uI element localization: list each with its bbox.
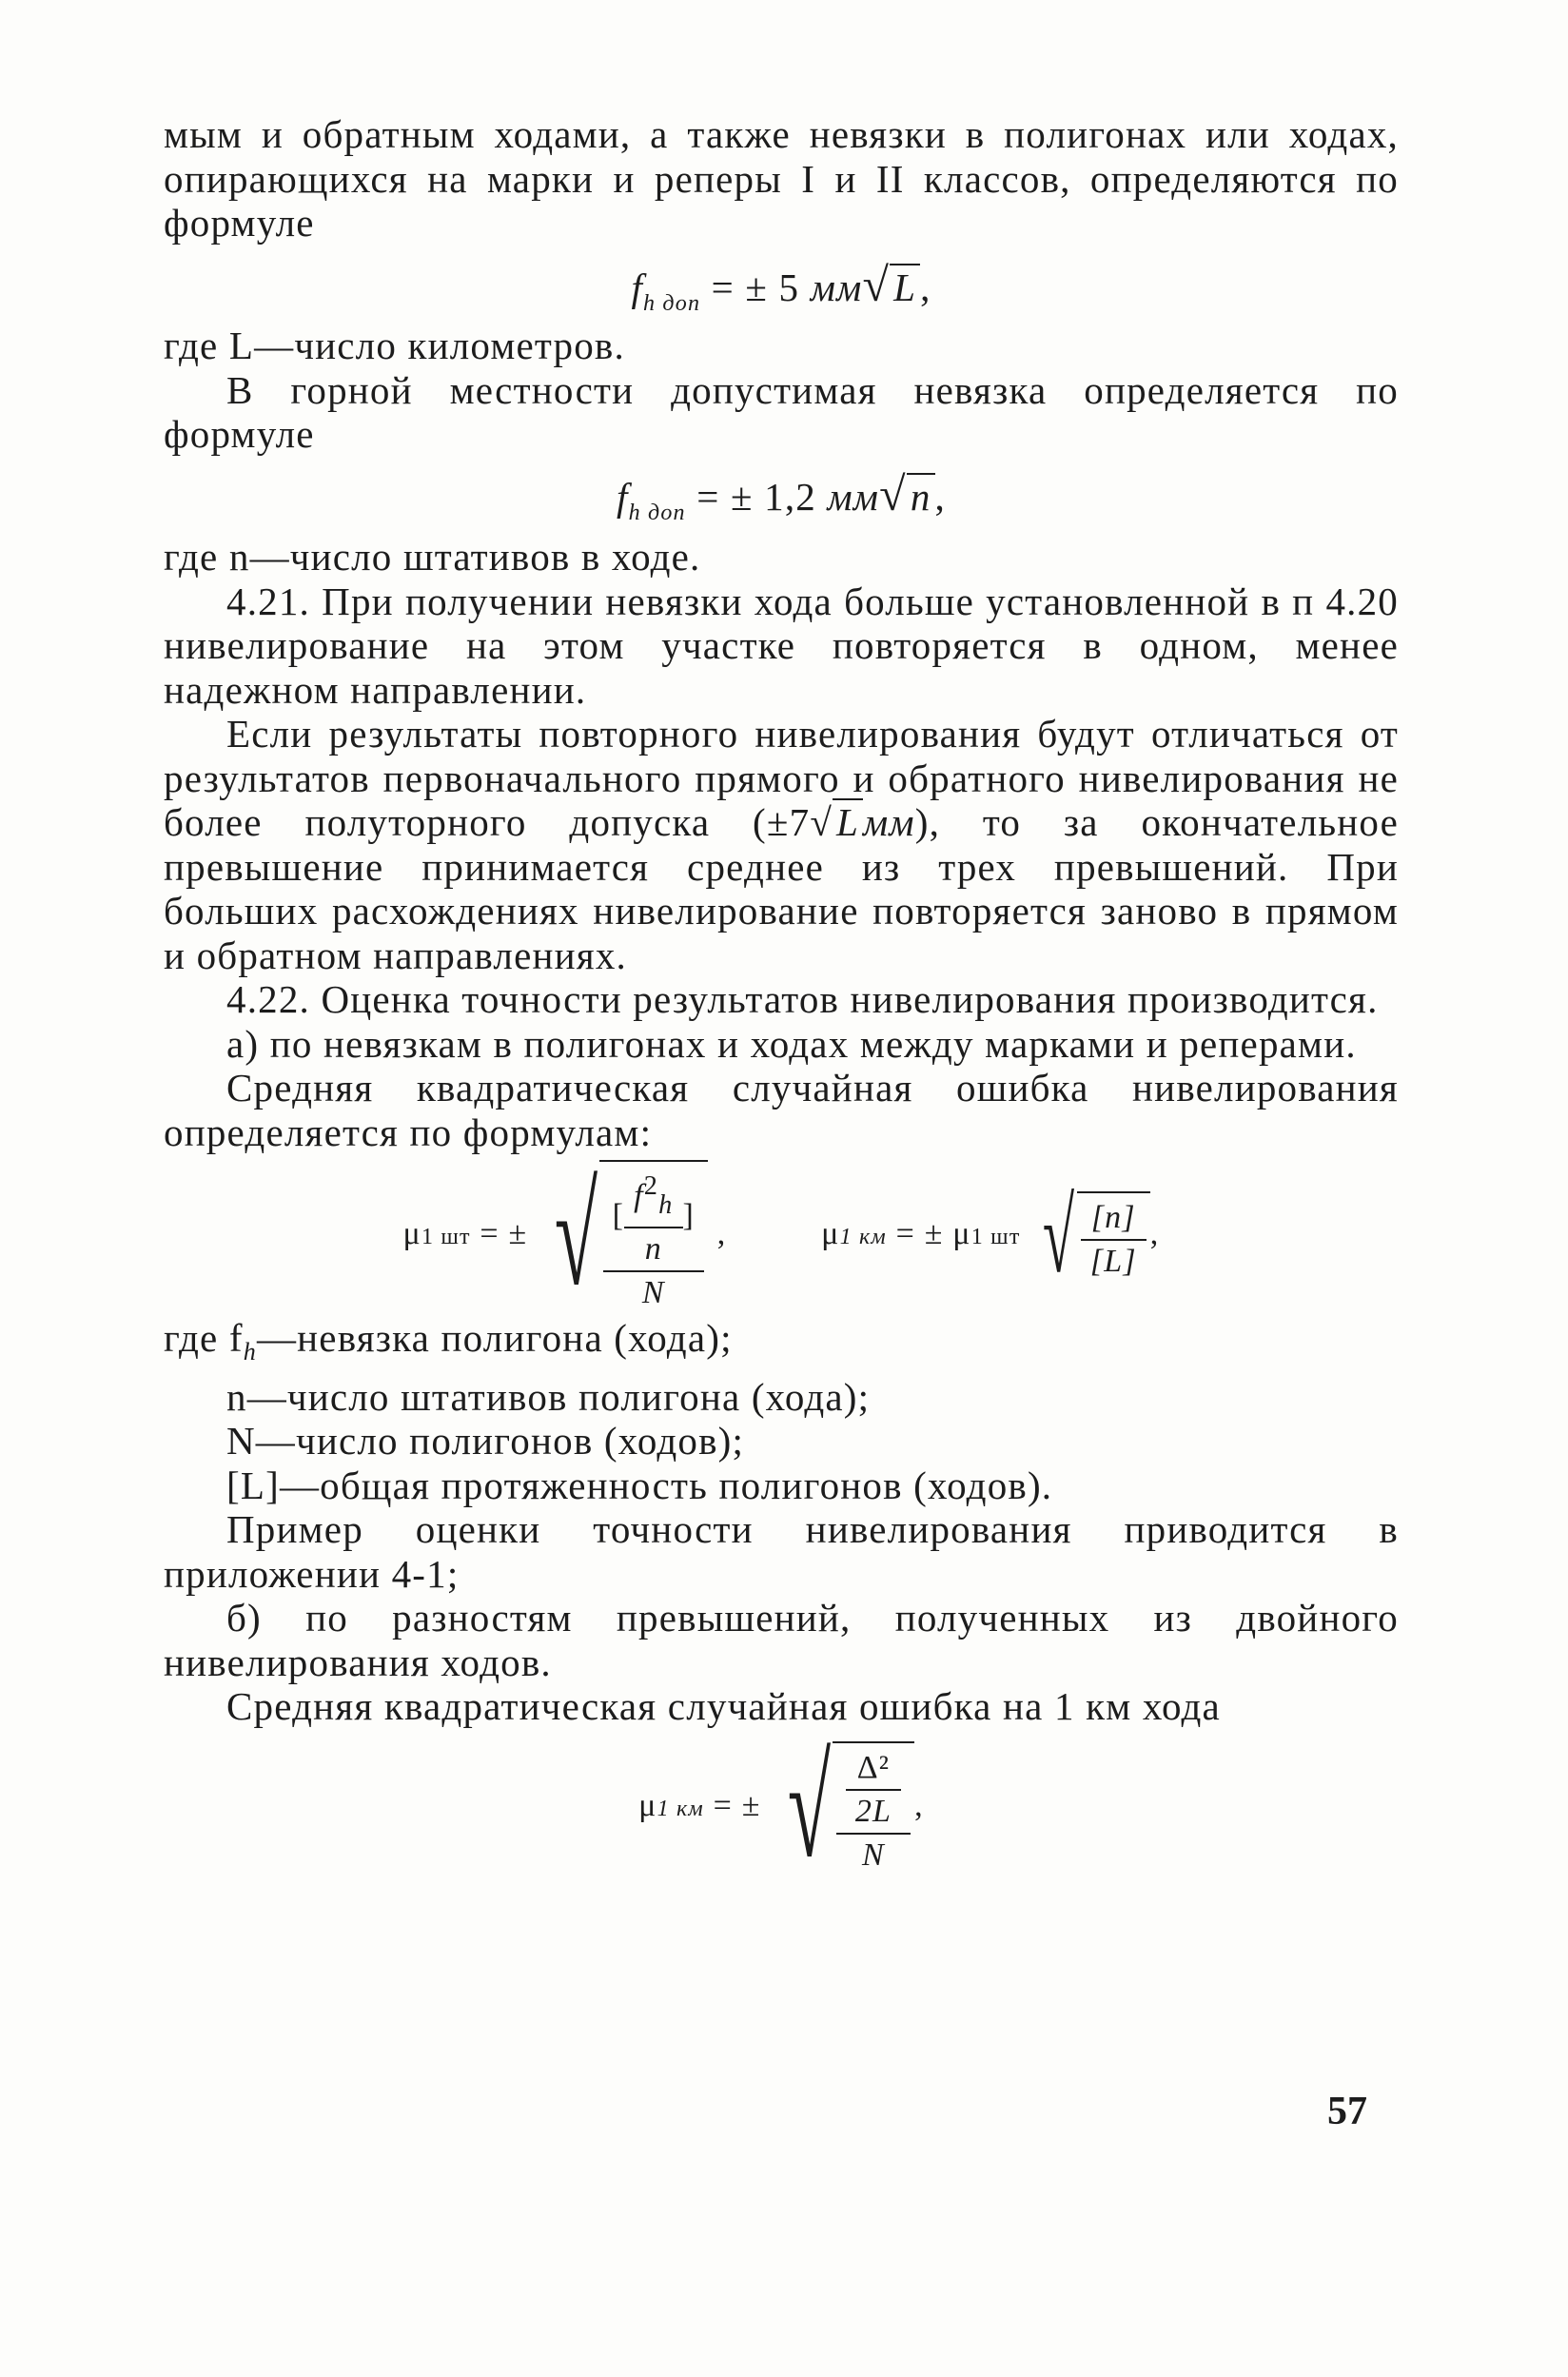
legend-prefix: где f [164,1316,244,1361]
formula-eq: = ± [480,1215,528,1251]
tolerance-radicand: L [833,798,863,844]
paragraph-4-22: 4.22. Оценка точности результатов нивелирования производится. [226,977,1379,1021]
formula-eq: = ± [713,1787,761,1823]
legend-line-L: [L]—общая протяженность полигонов (ходов). [226,1463,1053,1507]
mu-symbol: μ [952,1215,971,1251]
square-sup: 2 [643,1171,659,1201]
paragraph-where-n: где n—число штативов в ходе. [164,535,701,579]
radicand-block [833,1741,914,1875]
mu-symbol: μ [402,1215,421,1251]
mu-sub: 1 км [839,1224,887,1249]
inner-denominator: 2L [854,1793,892,1829]
sqrt-icon: √ [862,257,891,311]
tolerance-value: ±7 [766,800,811,844]
formula-unit: мм [827,474,880,519]
inner-denominator: n [644,1231,662,1267]
formula-unit: мм [810,265,863,309]
formula-radicand: n [907,473,935,519]
formula-lhs: f [631,265,644,309]
outer-numerator: [ $\frac{f^2_h}{n}$ ] [603,1168,704,1272]
outer-denominator: N [641,1275,665,1311]
paragraph-item-a: а) по невязкам в полигонах и ходах между марками и реперами. [226,1021,1357,1066]
formula-tolerance-mountain [164,466,1399,526]
sqrt-icon: √ [810,800,833,844]
f-symbol: f [634,1178,644,1214]
formula-comma: , [920,265,931,309]
paragraph-example: Пример оценки точности нивелирования приводится в приложении 4-1; [164,1507,1399,1596]
paragraph-where-l: где L—число километров. [164,324,625,367]
paragraph-mountain: В горной местности допустимая невязка определяется по формуле [164,367,1399,456]
formula-lhs: f [617,474,629,519]
mu-sub: 1 км [657,1796,704,1821]
paragraph-mean-error: Средняя квадратическая случайная ошибка нивелирования определяется по формулам: [164,1066,1399,1154]
formula-eq: = ± [895,1215,944,1251]
text-part-b: ), то за окончательное превышение принимается среднее из трех превышений. При больших расхождениях нивелирование повторяется заново в прямом и обратном направлениях. [164,800,1399,977]
formula-lhs-sub: h доп [628,500,686,525]
big-sqrt-icon: √ [788,1728,833,1887]
page-number: 57 [1327,2090,1367,2133]
formula-comma: , [934,474,946,519]
big-sqrt-icon: √ [554,1157,598,1316]
paragraph-4-21: 4.21. При получении невязки хода больше установленной в п 4.20 нивелирование на этом участке повторяется в одном, менее надежном направлении. [164,579,1399,712]
sqrt-icon: √ [1043,1178,1075,1295]
fraction [1081,1199,1147,1281]
paragraph-mean-error-km: Средняя квадратическая случайная ошибка на 1 км хода [226,1684,1221,1729]
mu-sub: 1 шт [970,1224,1021,1249]
h-sub: h [658,1190,674,1221]
formula-mean-error-km: μ1 км = ± √ $\frac{\frac{\text{Δ²}}{2L}}{N}$ , [638,1728,924,1887]
formula-radicand: L [890,264,920,309]
legend-line-n: n—число штативов полигона (хода); [226,1374,871,1419]
formula-tolerance-flat [164,257,1399,317]
outer-fraction [603,1168,704,1312]
legend-text: —невязка полигона (хода); [256,1316,733,1361]
inner-fraction [846,1749,901,1831]
numerator: [n] [1081,1199,1147,1241]
paragraph-item-b: б) по разностям превышений, полученных из двойного нивелирования ходов. [164,1596,1399,1684]
legend-line-fh [164,1316,1399,1375]
denominator: [L] [1089,1244,1137,1280]
radicand-block [1077,1191,1150,1281]
paragraph-repeat-results [164,712,1399,977]
text-part-a: Если результаты повторного нивелирования будут отличаться от результатов первоначального прямого и обратного нивелирования не более полуторного допуска ( [164,712,1399,844]
radicand-block [599,1160,708,1312]
legend-sub: h [243,1338,257,1366]
outer-denominator: N [862,1837,885,1873]
formula-eq: = ± 5 [711,265,800,309]
mu-symbol: μ [638,1787,657,1823]
tolerance-unit: мм [863,800,915,844]
inner-numerator [624,1168,682,1228]
formula-mean-error-pair: μ1 шт = ± √ [ $\frac{f^2_h}{n}$ ] N , μ1 км = ± μ1 шт √ $\frac{[n]}{[L]}$ , [402,1157,1160,1316]
mu-symbol: μ [821,1215,840,1251]
body-text [164,112,1399,1887]
outer-fraction [836,1749,911,1875]
sqrt-icon: √ [879,466,907,521]
inner-fraction [624,1168,682,1268]
formula-eq: = ± 1,2 [696,474,816,519]
legend-line-N: N—число полигонов (ходов); [226,1419,745,1464]
paragraph-continuation: мым и обратным ходами, а также невязки в полигонах или ходах, опирающихся на марки и реперы I и II классов, определяются по формуле [164,112,1399,245]
outer-numerator [836,1749,911,1835]
formula-lhs-sub: h доп [643,290,701,316]
mu-sub: 1 шт [421,1224,471,1249]
inner-numerator: Δ² [846,1749,901,1791]
